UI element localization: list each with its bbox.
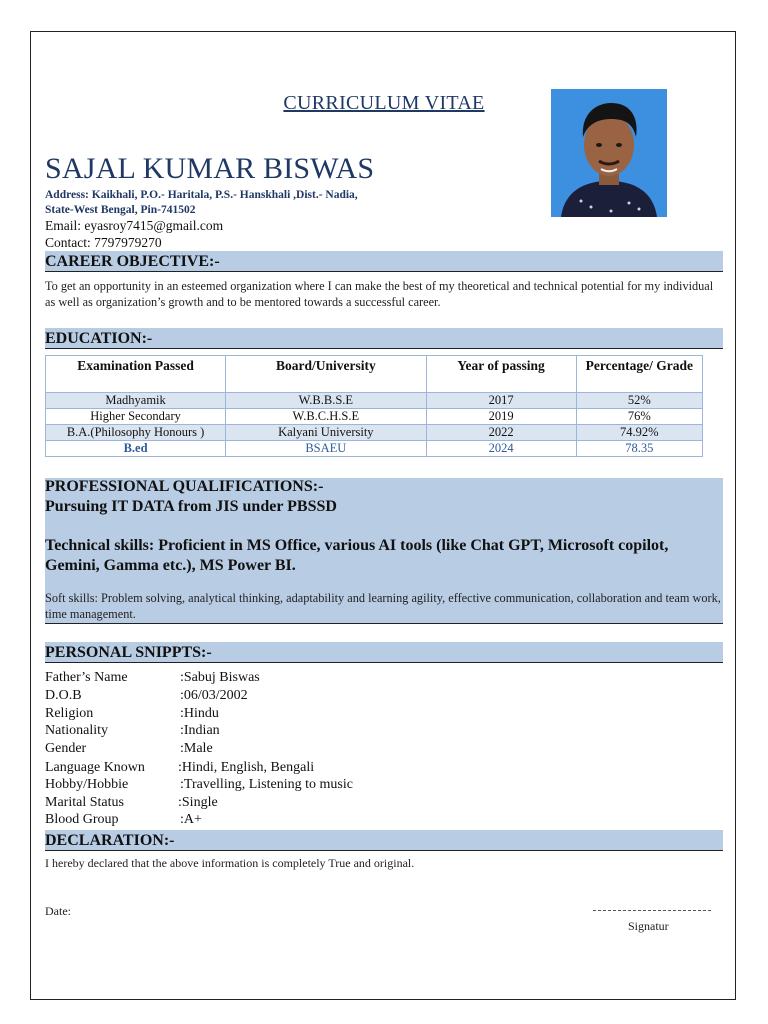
pursuing-text: Pursuing IT DATA from JIS under PBSSD <box>45 498 337 515</box>
address-line-1: Address: Kaikhali, P.O.- Haritala, P.S.- Hanskhali ,Dist.- Nadia, <box>45 189 358 201</box>
table-cell: 76% <box>576 409 702 425</box>
table-cell: 2024 <box>426 441 576 457</box>
email: Email: eyasroy7415@gmail.com <box>45 218 224 233</box>
table-row <box>46 425 703 441</box>
resume-page <box>30 31 736 1000</box>
education-table <box>45 355 703 457</box>
table-cell: B.A.(Philosophy Honours ) <box>46 425 226 441</box>
table-cell: 52% <box>576 393 702 409</box>
table-cell: Kalyani University <box>226 425 426 441</box>
date-label: Date: <box>45 904 71 918</box>
table-row <box>46 393 703 409</box>
detail-label: D.O.B <box>45 688 82 703</box>
declaration-heading: DECLARATION:- <box>45 830 723 851</box>
address-line-2: State-West Bengal, Pin-741502 <box>45 204 196 216</box>
detail-label: Gender <box>45 741 87 756</box>
table-cell: 74.92% <box>576 425 702 441</box>
career-objective-heading: CAREER OBJECTIVE:- <box>45 251 723 272</box>
signature-label: Signatur <box>628 919 669 933</box>
signature-line <box>593 910 711 911</box>
detail-label: Hobby/Hobbie <box>45 777 129 792</box>
technical-skills: Technical skills: Proficient in MS Office, various AI tools (like Chat GPT, Microsoft copilot, Gemini, Gamma etc.), MS Power BI. <box>45 537 669 574</box>
detail-value: :Male <box>180 741 213 756</box>
table-cell: 78.35 <box>576 441 702 457</box>
detail-label: Blood Group <box>45 812 119 827</box>
education-header-row <box>46 356 703 393</box>
education-heading: EDUCATION:- <box>45 328 723 349</box>
address <box>45 188 465 218</box>
detail-label: Religion <box>45 706 94 721</box>
detail-value: :Indian <box>180 723 220 738</box>
table-row <box>46 441 703 457</box>
detail-label: Language Known <box>45 760 145 775</box>
detail-label: Marital Status <box>45 795 124 810</box>
column-header: Percentage/ Grade <box>576 356 702 393</box>
candidate-name: SAJAL KUMAR BISWAS <box>45 152 375 185</box>
table-row <box>46 409 703 425</box>
career-objective-text: To get an opportunity in an esteemed organization where I can make the best of my theoretical and technical potential for my individual as well as organization’s growth and to be mentored towards a successful career. <box>45 279 714 309</box>
table-cell: B.ed <box>46 441 226 457</box>
detail-value: :Hindi, English, Bengali <box>178 760 315 775</box>
column-header: Year of passing <box>426 356 576 393</box>
table-cell: BSAEU <box>226 441 426 457</box>
detail-value: :A+ <box>180 812 202 827</box>
detail-value: :Single <box>178 795 218 810</box>
portrait-image <box>551 89 667 217</box>
table-cell: Higher Secondary <box>46 409 226 425</box>
detail-value: :Hindu <box>180 706 219 721</box>
table-cell: 2019 <box>426 409 576 425</box>
cv-title: CURRICULUM VITAE <box>283 92 485 114</box>
soft-skills: Soft skills: Problem solving, analytical thinking, adaptability and learning agility, effective communication, collaboration and team work, time management. <box>45 591 721 621</box>
table-cell: W.B.C.H.S.E <box>226 409 426 425</box>
detail-label: Nationality <box>45 723 108 738</box>
detail-label: Father’s Name <box>45 670 128 685</box>
table-cell: Madhyamik <box>46 393 226 409</box>
professional-heading: PROFESSIONAL QUALIFICATIONS:- <box>45 478 324 495</box>
table-cell: 2017 <box>426 393 576 409</box>
contact-number: Contact: 7797979270 <box>45 235 162 250</box>
personal-heading: PERSONAL SNIPPTS:- <box>45 642 723 663</box>
column-header: Examination Passed <box>46 356 226 393</box>
table-cell: 2022 <box>426 425 576 441</box>
detail-value: :Sabuj Biswas <box>180 670 260 685</box>
profile-photo <box>551 89 667 217</box>
detail-value: :Travelling, Listening to music <box>180 777 353 792</box>
detail-value: :06/03/2002 <box>180 688 248 703</box>
table-cell: W.B.B.S.E <box>226 393 426 409</box>
declaration-text: I hereby declared that the above information is completely True and original. <box>45 856 415 870</box>
column-header: Board/University <box>226 356 426 393</box>
